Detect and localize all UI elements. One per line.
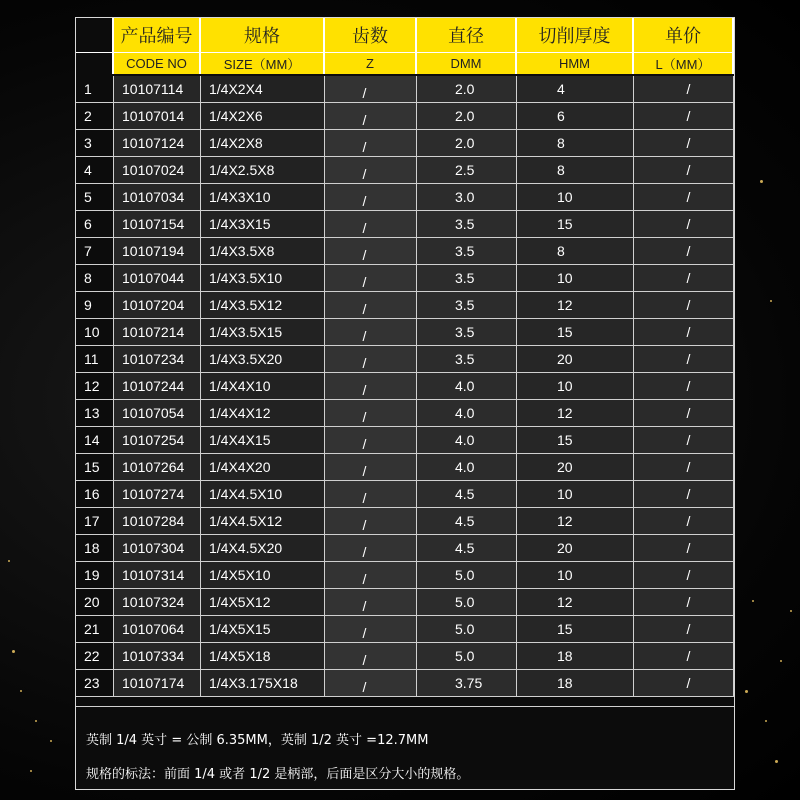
cell-value: /	[362, 679, 367, 695]
cell-size: 1/4X4.5X20	[201, 535, 325, 561]
cell-value: /	[686, 270, 691, 286]
note-conversion: 英制 1/4 英寸 = 公制 6.35MM，英制 1/2 英寸 =12.7MM	[86, 733, 429, 748]
cell-value: /	[686, 675, 691, 691]
cell-diameter: 2.0	[417, 103, 517, 129]
cell-value: /	[362, 463, 367, 479]
cell-size: 1/4X4X12	[201, 400, 325, 426]
cell-unit-price	[634, 130, 734, 156]
cell-value: /	[362, 193, 367, 209]
cell-value: /	[686, 540, 691, 556]
cell-value: /	[686, 297, 691, 313]
cell-index: 20	[76, 589, 114, 615]
cell-size: 1/4X3X10	[201, 184, 325, 210]
table-row	[76, 508, 734, 535]
table-row	[76, 670, 734, 697]
spark	[50, 740, 52, 742]
cell-index: 21	[76, 616, 114, 642]
cell-unit-price	[634, 643, 734, 669]
cell-cut-thickness: 12	[517, 400, 634, 426]
cell-index: 7	[76, 238, 114, 264]
cell-teeth	[325, 589, 417, 615]
table-row	[76, 76, 734, 103]
cell-value: /	[686, 378, 691, 394]
cell-unit-price	[634, 76, 734, 102]
cell-code-no: 10107324	[114, 589, 201, 615]
header-en-cut-thickness: HMM	[517, 53, 634, 74]
cell-diameter: 4.0	[417, 427, 517, 453]
header-en-diameter: DMM	[417, 53, 517, 74]
cell-size: 1/4X2X4	[201, 76, 325, 102]
table-body	[76, 76, 734, 697]
cell-diameter: 3.75	[417, 670, 517, 696]
cell-index: 14	[76, 427, 114, 453]
cell-code-no: 10107044	[114, 265, 201, 291]
cell-diameter: 4.5	[417, 535, 517, 561]
cell-index: 8	[76, 265, 114, 291]
cell-value: /	[686, 351, 691, 367]
cell-index: 6	[76, 211, 114, 237]
cell-value: /	[362, 301, 367, 317]
spark	[765, 720, 767, 722]
header-cn-unit-price: 单价	[634, 18, 734, 52]
cell-diameter: 3.5	[417, 238, 517, 264]
cell-cut-thickness: 12	[517, 292, 634, 318]
cell-index: 11	[76, 346, 114, 372]
cell-diameter: 3.5	[417, 346, 517, 372]
cell-diameter: 5.0	[417, 616, 517, 642]
cell-index: 18	[76, 535, 114, 561]
cell-teeth	[325, 238, 417, 264]
cell-code-no: 10107204	[114, 292, 201, 318]
cell-diameter: 3.0	[417, 184, 517, 210]
cell-index: 10	[76, 319, 114, 345]
cell-value: /	[362, 490, 367, 506]
table-row	[76, 427, 734, 454]
cell-value: /	[362, 382, 367, 398]
cell-unit-price	[634, 670, 734, 696]
cell-value: /	[686, 324, 691, 340]
cell-cut-thickness: 20	[517, 454, 634, 480]
cell-value: /	[362, 247, 367, 263]
cell-value: /	[362, 409, 367, 425]
cell-diameter: 5.0	[417, 562, 517, 588]
cell-index: 4	[76, 157, 114, 183]
cell-code-no: 10107314	[114, 562, 201, 588]
cell-cut-thickness: 10	[517, 373, 634, 399]
cell-size: 1/4X5X18	[201, 643, 325, 669]
cell-value: /	[362, 625, 367, 641]
cell-code-no: 10107284	[114, 508, 201, 534]
cell-size: 1/4X4.5X12	[201, 508, 325, 534]
cell-code-no: 10107214	[114, 319, 201, 345]
cell-unit-price	[634, 454, 734, 480]
cell-value: /	[686, 81, 691, 97]
cell-diameter: 4.5	[417, 481, 517, 507]
header-row-english	[76, 53, 734, 74]
cell-size: 1/4X3.175X18	[201, 670, 325, 696]
cell-index: 2	[76, 103, 114, 129]
cell-diameter: 3.5	[417, 319, 517, 345]
cell-code-no: 10107064	[114, 616, 201, 642]
cell-index: 13	[76, 400, 114, 426]
cell-teeth	[325, 427, 417, 453]
cell-index: 3	[76, 130, 114, 156]
cell-size: 1/4X3.5X10	[201, 265, 325, 291]
cell-value: /	[362, 328, 367, 344]
cell-unit-price	[634, 589, 734, 615]
cell-size: 1/4X3.5X12	[201, 292, 325, 318]
cell-diameter: 3.5	[417, 265, 517, 291]
cell-size: 1/4X2.5X8	[201, 157, 325, 183]
cell-code-no: 10107124	[114, 130, 201, 156]
cell-unit-price	[634, 238, 734, 264]
cell-cut-thickness: 8	[517, 157, 634, 183]
cell-cut-thickness: 15	[517, 427, 634, 453]
cell-teeth	[325, 508, 417, 534]
header-en-unit-price: L（MM）	[634, 53, 734, 74]
table-row	[76, 184, 734, 211]
cell-value: /	[362, 220, 367, 236]
cell-value: /	[362, 544, 367, 560]
cell-cut-thickness: 10	[517, 562, 634, 588]
table-row	[76, 454, 734, 481]
cell-teeth	[325, 265, 417, 291]
table-row	[76, 373, 734, 400]
cell-unit-price	[634, 373, 734, 399]
table-row	[76, 157, 734, 184]
cell-teeth	[325, 103, 417, 129]
notes-section	[76, 706, 734, 789]
cell-unit-price	[634, 481, 734, 507]
table-row	[76, 346, 734, 373]
table-row	[76, 103, 734, 130]
note-size-format: 规格的标法：前面 1/4 或者 1/2 是柄部，后面是区分大小的规格。	[86, 767, 470, 782]
cell-teeth	[325, 76, 417, 102]
cell-unit-price	[634, 346, 734, 372]
cell-teeth	[325, 643, 417, 669]
cell-index: 9	[76, 292, 114, 318]
spec-table	[75, 17, 735, 790]
cell-teeth	[325, 670, 417, 696]
cell-cut-thickness: 10	[517, 481, 634, 507]
cell-teeth	[325, 562, 417, 588]
cell-diameter: 4.5	[417, 508, 517, 534]
cell-teeth	[325, 373, 417, 399]
spark	[752, 600, 754, 602]
cell-cut-thickness: 10	[517, 184, 634, 210]
cell-index: 23	[76, 670, 114, 696]
table-row	[76, 481, 734, 508]
table-row	[76, 616, 734, 643]
cell-cut-thickness: 15	[517, 319, 634, 345]
cell-value: /	[362, 139, 367, 155]
table-row	[76, 400, 734, 427]
cell-unit-price	[634, 400, 734, 426]
cell-value: /	[362, 571, 367, 587]
cell-index: 17	[76, 508, 114, 534]
cell-diameter: 4.0	[417, 373, 517, 399]
spark	[8, 560, 10, 562]
cell-index: 12	[76, 373, 114, 399]
cell-value: /	[362, 598, 367, 614]
table-row	[76, 292, 734, 319]
cell-code-no: 10107264	[114, 454, 201, 480]
header-cn-index	[76, 18, 114, 52]
cell-index: 15	[76, 454, 114, 480]
cell-diameter: 3.5	[417, 292, 517, 318]
header-en-index	[76, 53, 114, 74]
header-en-code-no: CODE NO	[114, 53, 201, 74]
cell-code-no: 10107034	[114, 184, 201, 210]
cell-value: /	[686, 216, 691, 232]
header-cn-cut-thickness: 切削厚度	[517, 18, 634, 52]
header-cn-diameter: 直径	[417, 18, 517, 52]
table-row	[76, 562, 734, 589]
table-row	[76, 265, 734, 292]
cell-index: 5	[76, 184, 114, 210]
cell-teeth	[325, 454, 417, 480]
cell-diameter: 4.0	[417, 400, 517, 426]
cell-teeth	[325, 130, 417, 156]
cell-index: 16	[76, 481, 114, 507]
cell-value: /	[686, 621, 691, 637]
cell-cut-thickness: 20	[517, 535, 634, 561]
cell-cut-thickness: 15	[517, 616, 634, 642]
cell-diameter: 5.0	[417, 643, 517, 669]
header-row-chinese	[76, 18, 734, 54]
cell-code-no: 10107014	[114, 103, 201, 129]
cell-teeth	[325, 157, 417, 183]
table-row	[76, 535, 734, 562]
cell-value: /	[686, 243, 691, 259]
cell-code-no: 10107174	[114, 670, 201, 696]
spark	[780, 660, 782, 662]
table-row	[76, 319, 734, 346]
cell-value: /	[362, 355, 367, 371]
spark	[770, 300, 772, 302]
cell-teeth	[325, 535, 417, 561]
spark	[790, 610, 792, 612]
cell-teeth	[325, 292, 417, 318]
spark	[775, 760, 778, 763]
cell-cut-thickness: 6	[517, 103, 634, 129]
cell-unit-price	[634, 157, 734, 183]
cell-teeth	[325, 319, 417, 345]
cell-code-no: 10107024	[114, 157, 201, 183]
table-row	[76, 238, 734, 265]
cell-diameter: 2.5	[417, 157, 517, 183]
cell-unit-price	[634, 319, 734, 345]
spark	[760, 180, 763, 183]
cell-teeth	[325, 184, 417, 210]
table-row	[76, 589, 734, 616]
cell-code-no: 10107254	[114, 427, 201, 453]
header-cn-code-no: 产品编号	[114, 18, 201, 52]
table-row	[76, 130, 734, 157]
cell-unit-price	[634, 562, 734, 588]
cell-cut-thickness: 18	[517, 670, 634, 696]
cell-cut-thickness: 4	[517, 76, 634, 102]
cell-size: 1/4X3.5X20	[201, 346, 325, 372]
cell-value: /	[686, 189, 691, 205]
cell-cut-thickness: 12	[517, 508, 634, 534]
cell-cut-thickness: 8	[517, 130, 634, 156]
cell-size: 1/4X4X15	[201, 427, 325, 453]
cell-cut-thickness: 8	[517, 238, 634, 264]
cell-index: 22	[76, 643, 114, 669]
spark	[745, 690, 748, 693]
cell-index: 1	[76, 76, 114, 102]
cell-value: /	[686, 513, 691, 529]
cell-value: /	[362, 85, 367, 101]
cell-teeth	[325, 346, 417, 372]
cell-size: 1/4X3.5X8	[201, 238, 325, 264]
cell-teeth	[325, 211, 417, 237]
cell-code-no: 10107304	[114, 535, 201, 561]
header-en-teeth: Z	[325, 53, 417, 74]
cell-value: /	[686, 405, 691, 421]
cell-value: /	[362, 436, 367, 452]
cell-index: 19	[76, 562, 114, 588]
cell-size: 1/4X4X20	[201, 454, 325, 480]
cell-code-no: 10107154	[114, 211, 201, 237]
header-cn-teeth: 齿数	[325, 18, 417, 52]
cell-diameter: 3.5	[417, 211, 517, 237]
cell-cut-thickness: 15	[517, 211, 634, 237]
cell-unit-price	[634, 427, 734, 453]
cell-value: /	[362, 112, 367, 128]
cell-code-no: 10107114	[114, 76, 201, 102]
cell-value: /	[686, 486, 691, 502]
cell-size: 1/4X4X10	[201, 373, 325, 399]
spark	[20, 690, 22, 692]
cell-diameter: 4.0	[417, 454, 517, 480]
cell-value: /	[686, 162, 691, 178]
cell-size: 1/4X5X15	[201, 616, 325, 642]
cell-value: /	[686, 648, 691, 664]
cell-value: /	[362, 517, 367, 533]
cell-size: 1/4X5X10	[201, 562, 325, 588]
table-row	[76, 643, 734, 670]
cell-value: /	[362, 274, 367, 290]
cell-diameter: 2.0	[417, 130, 517, 156]
cell-cut-thickness: 18	[517, 643, 634, 669]
cell-unit-price	[634, 508, 734, 534]
cell-unit-price	[634, 616, 734, 642]
cell-value: /	[686, 459, 691, 475]
spark	[30, 770, 32, 772]
cell-size: 1/4X2X6	[201, 103, 325, 129]
cell-value: /	[362, 166, 367, 182]
cell-cut-thickness: 12	[517, 589, 634, 615]
cell-value: /	[686, 135, 691, 151]
cell-unit-price	[634, 265, 734, 291]
cell-teeth	[325, 400, 417, 426]
cell-size: 1/4X5X12	[201, 589, 325, 615]
table-row	[76, 211, 734, 238]
cell-code-no: 10107244	[114, 373, 201, 399]
cell-code-no: 10107054	[114, 400, 201, 426]
cell-cut-thickness: 10	[517, 265, 634, 291]
cell-code-no: 10107194	[114, 238, 201, 264]
cell-size: 1/4X3.5X15	[201, 319, 325, 345]
cell-code-no: 10107274	[114, 481, 201, 507]
cell-size: 1/4X4.5X10	[201, 481, 325, 507]
header-cn-size: 规格	[201, 18, 325, 52]
cell-size: 1/4X2X8	[201, 130, 325, 156]
spark	[12, 650, 15, 653]
cell-value: /	[686, 432, 691, 448]
cell-unit-price	[634, 103, 734, 129]
cell-teeth	[325, 481, 417, 507]
cell-unit-price	[634, 292, 734, 318]
cell-value: /	[686, 108, 691, 124]
cell-diameter: 5.0	[417, 589, 517, 615]
header-en-size: SIZE（MM）	[201, 53, 325, 74]
cell-value: /	[686, 567, 691, 583]
cell-value: /	[686, 594, 691, 610]
cell-value: /	[362, 652, 367, 668]
cell-unit-price	[634, 184, 734, 210]
spark	[35, 720, 37, 722]
cell-code-no: 10107234	[114, 346, 201, 372]
cell-code-no: 10107334	[114, 643, 201, 669]
cell-size: 1/4X3X15	[201, 211, 325, 237]
cell-teeth	[325, 616, 417, 642]
cell-cut-thickness: 20	[517, 346, 634, 372]
cell-unit-price	[634, 535, 734, 561]
cell-unit-price	[634, 211, 734, 237]
cell-diameter: 2.0	[417, 76, 517, 102]
